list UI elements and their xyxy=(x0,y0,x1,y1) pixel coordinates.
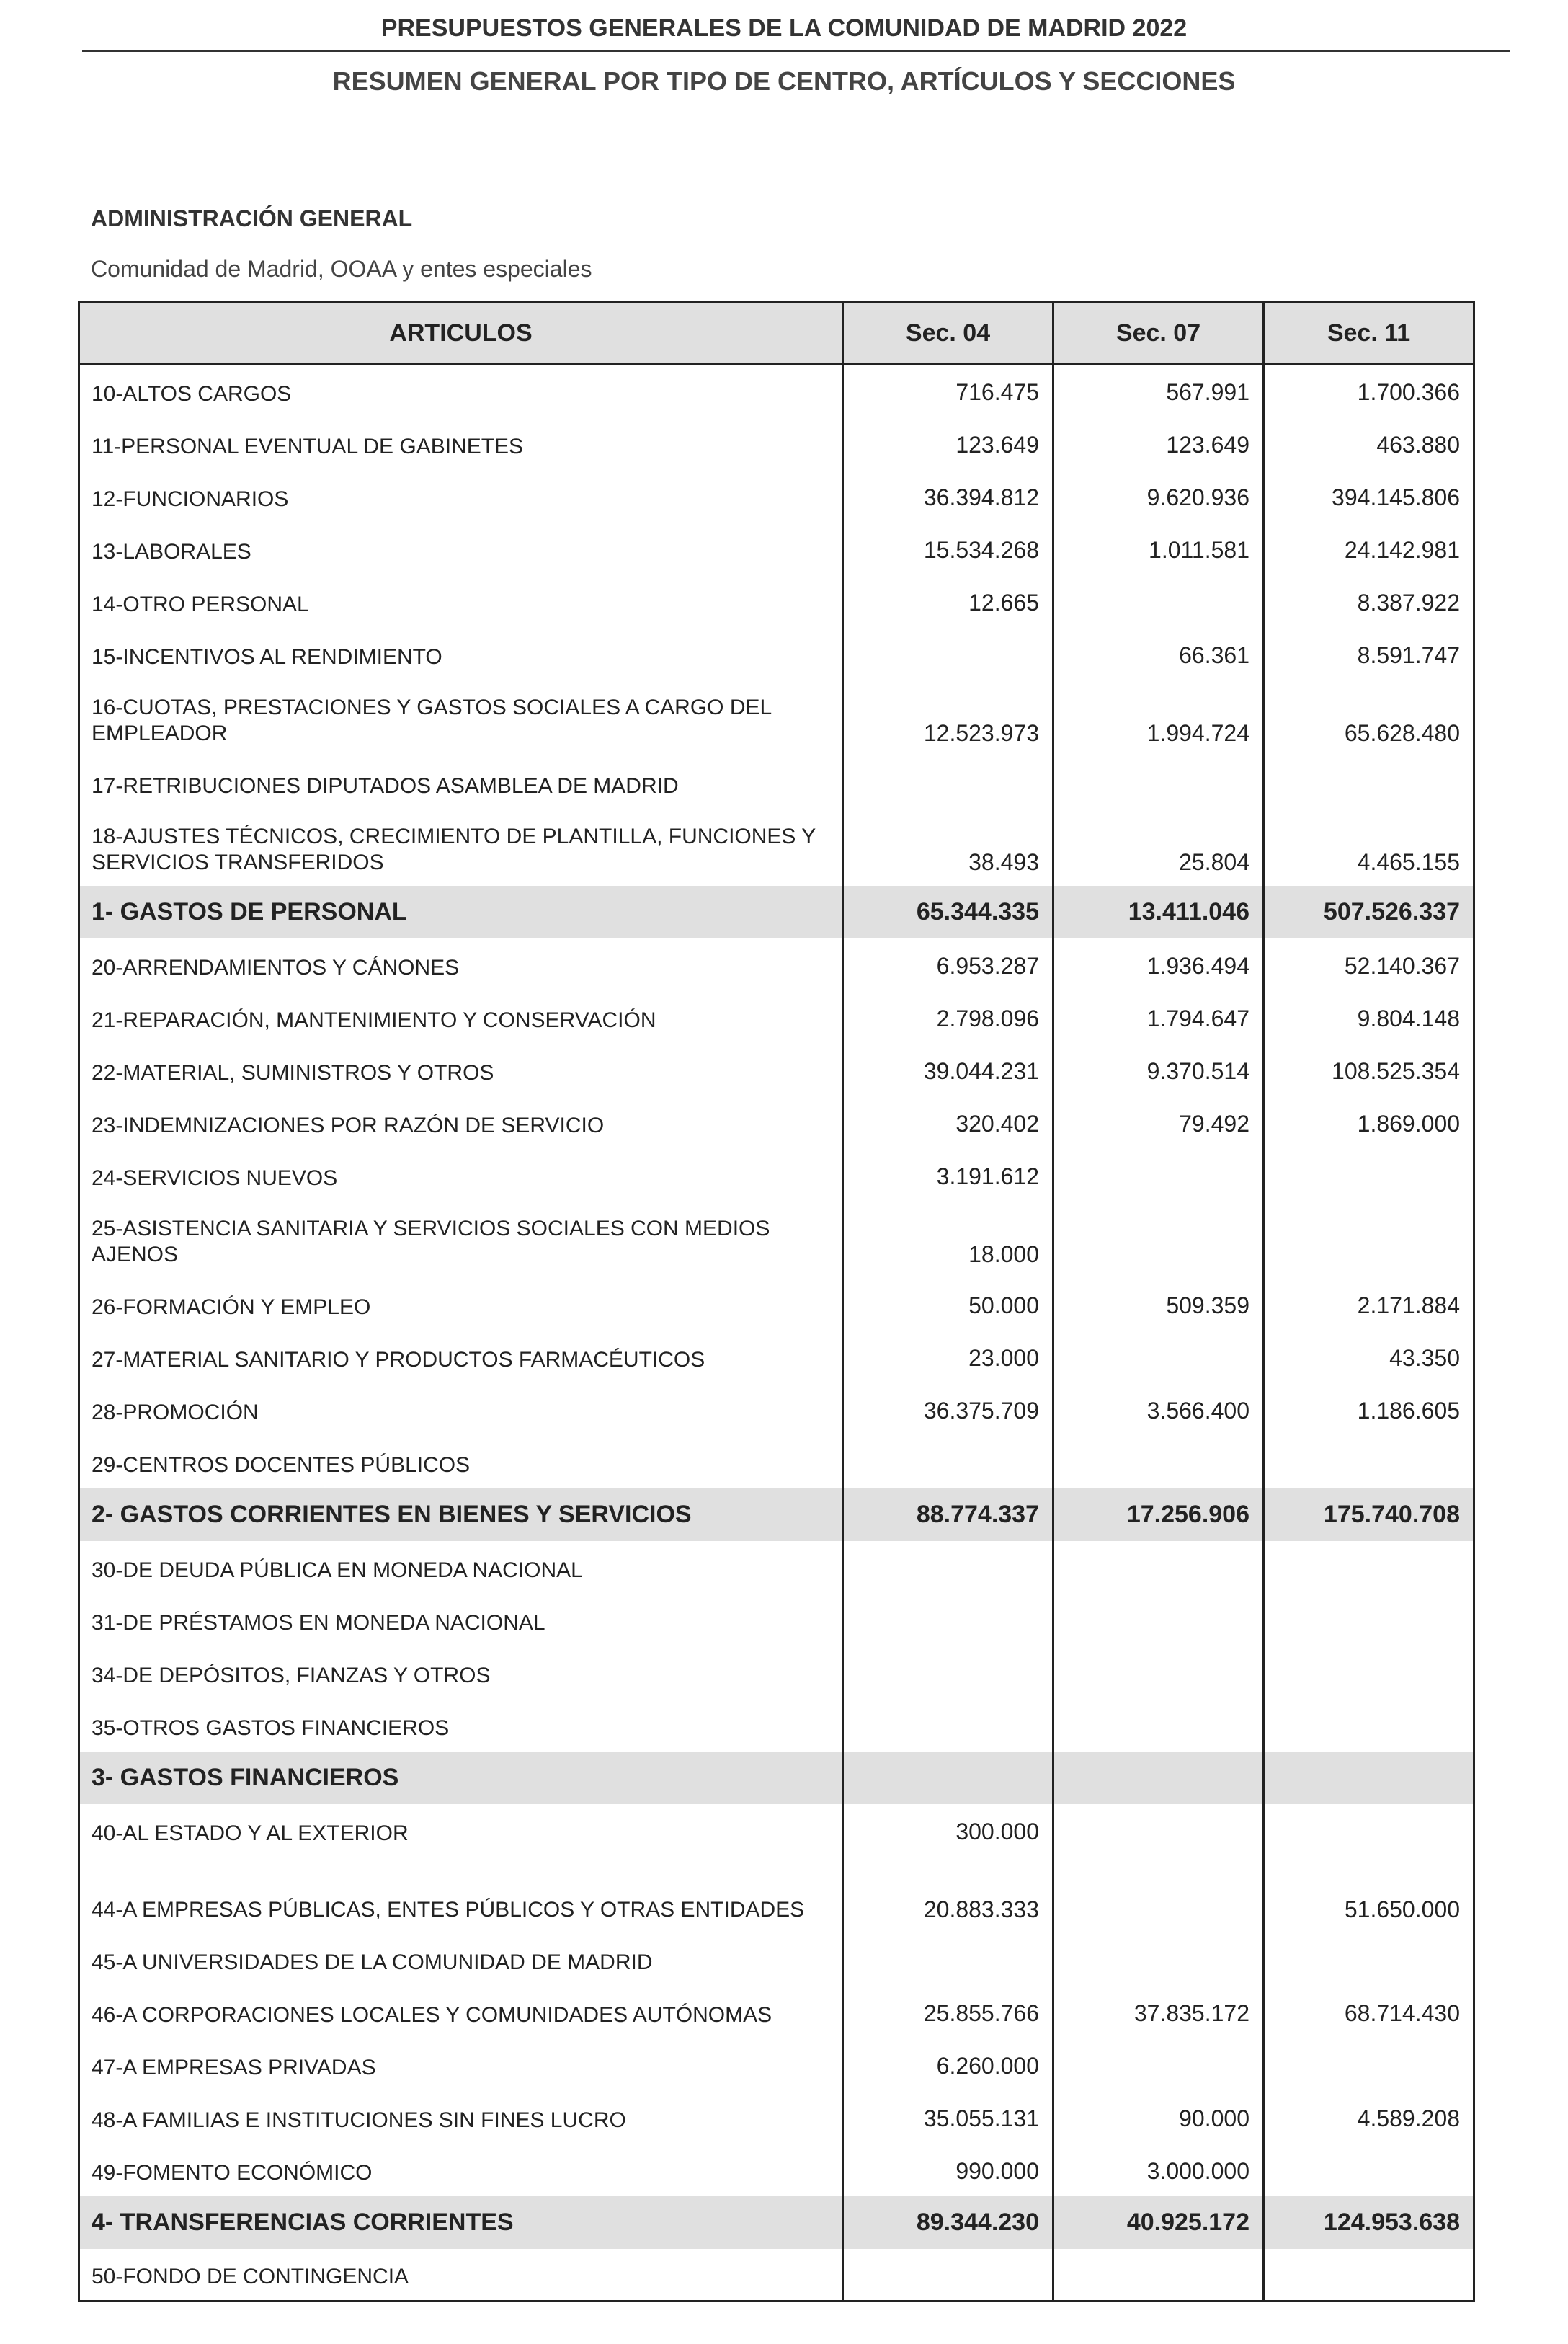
value-sec-04: 88.774.337 xyxy=(843,1488,1054,1541)
value-sec-11: 507.526.337 xyxy=(1264,886,1474,938)
value-sec-07: 66.361 xyxy=(1054,628,1264,680)
budget-table xyxy=(78,301,1475,2302)
value-sec-04: 300.000 xyxy=(843,1804,1054,1857)
title-divider xyxy=(82,50,1510,52)
value-sec-07 xyxy=(1054,1594,1264,1646)
table-row xyxy=(79,1933,1474,1986)
column-header-sec-07: Sec. 07 xyxy=(1054,303,1264,365)
table-row xyxy=(79,680,1474,757)
article-label: 22-MATERIAL, SUMINISTROS Y OTROS xyxy=(79,1044,843,1096)
value-sec-07: 123.649 xyxy=(1054,417,1264,470)
value-sec-04: 89.344.230 xyxy=(843,2196,1054,2249)
table-body xyxy=(79,365,1474,2301)
value-sec-11: 8.387.922 xyxy=(1264,575,1474,628)
value-sec-04: 65.344.335 xyxy=(843,886,1054,938)
value-sec-07: 37.835.172 xyxy=(1054,1986,1264,2038)
value-sec-04: 716.475 xyxy=(843,365,1054,417)
subtotal-row xyxy=(79,2196,1474,2249)
value-sec-04: 6.260.000 xyxy=(843,2038,1054,2091)
table-row xyxy=(79,1699,1474,1752)
value-sec-11: 52.140.367 xyxy=(1264,938,1474,991)
table-row xyxy=(79,470,1474,523)
table-row xyxy=(79,1436,1474,1488)
table-row xyxy=(79,991,1474,1044)
subtotal-row xyxy=(79,886,1474,938)
article-label: 14-OTRO PERSONAL xyxy=(79,575,843,628)
table-row xyxy=(79,1804,1474,1857)
column-header-articulos: ARTICULOS xyxy=(79,303,843,365)
table-row xyxy=(79,575,1474,628)
article-label: 47-A EMPRESAS PRIVADAS xyxy=(79,2038,843,2091)
value-sec-07 xyxy=(1054,1933,1264,1986)
value-sec-04: 23.000 xyxy=(843,1331,1054,1383)
value-sec-07: 509.359 xyxy=(1054,1278,1264,1331)
value-sec-11 xyxy=(1264,2144,1474,2196)
article-label: 48-A FAMILIAS E INSTITUCIONES SIN FINES LUCRO xyxy=(79,2091,843,2144)
value-sec-04: 39.044.231 xyxy=(843,1044,1054,1096)
table-row xyxy=(79,1149,1474,1202)
value-sec-04: 12.523.973 xyxy=(843,680,1054,757)
article-label: 31-DE PRÉSTAMOS EN MONEDA NACIONAL xyxy=(79,1594,843,1646)
value-sec-07: 1.994.724 xyxy=(1054,680,1264,757)
value-sec-07: 25.804 xyxy=(1054,809,1264,886)
value-sec-07 xyxy=(1054,1541,1264,1594)
value-sec-04 xyxy=(843,1594,1054,1646)
article-label: 30-DE DEUDA PÚBLICA EN MONEDA NACIONAL xyxy=(79,1541,843,1594)
table-row xyxy=(79,1541,1474,1594)
value-sec-07: 9.370.514 xyxy=(1054,1044,1264,1096)
value-sec-11: 51.650.000 xyxy=(1264,1857,1474,1933)
page-title: PRESUPUESTOS GENERALES DE LA COMUNIDAD DE MADRID 2022 xyxy=(380,14,1188,42)
value-sec-11: 1.869.000 xyxy=(1264,1096,1474,1149)
article-label: 46-A CORPORACIONES LOCALES Y COMUNIDADES AUTÓNOMAS xyxy=(79,1986,843,2038)
table-row xyxy=(79,1202,1474,1278)
value-sec-07 xyxy=(1054,1202,1264,1278)
table-row xyxy=(79,2249,1474,2301)
value-sec-07 xyxy=(1054,1804,1264,1857)
value-sec-04 xyxy=(843,757,1054,809)
value-sec-11: 463.880 xyxy=(1264,417,1474,470)
value-sec-07 xyxy=(1054,1331,1264,1383)
value-sec-07: 17.256.906 xyxy=(1054,1488,1264,1541)
article-label: 10-ALTOS CARGOS xyxy=(79,365,843,417)
article-label: 29-CENTROS DOCENTES PÚBLICOS xyxy=(79,1436,843,1488)
value-sec-04: 990.000 xyxy=(843,2144,1054,2196)
section-title: ADMINISTRACIÓN GENERAL xyxy=(91,205,413,231)
value-sec-04: 12.665 xyxy=(843,575,1054,628)
table-row xyxy=(79,2144,1474,2196)
article-label: 45-A UNIVERSIDADES DE LA COMUNIDAD DE MADRID xyxy=(79,1933,843,1986)
article-label: 20-ARRENDAMIENTOS Y CÁNONES xyxy=(79,938,843,991)
value-sec-07: 567.991 xyxy=(1054,365,1264,417)
value-sec-04: 38.493 xyxy=(843,809,1054,886)
value-sec-07: 9.620.936 xyxy=(1054,470,1264,523)
article-label: 18-AJUSTES TÉCNICOS, CRECIMIENTO DE PLANTILLA, FUNCIONES Y SERVICIOS TRANSFERIDOS xyxy=(79,809,843,886)
table-row xyxy=(79,809,1474,886)
value-sec-11 xyxy=(1264,1699,1474,1752)
value-sec-04 xyxy=(843,1646,1054,1699)
value-sec-04: 2.798.096 xyxy=(843,991,1054,1044)
value-sec-07 xyxy=(1054,1699,1264,1752)
value-sec-11: 43.350 xyxy=(1264,1331,1474,1383)
value-sec-07: 79.492 xyxy=(1054,1096,1264,1149)
subtotal-label: 4- TRANSFERENCIAS CORRIENTES xyxy=(79,2196,843,2249)
subtotal-label: 3- GASTOS FINANCIEROS xyxy=(79,1752,843,1804)
value-sec-07 xyxy=(1054,1149,1264,1202)
table-row xyxy=(79,1594,1474,1646)
table-row xyxy=(79,1331,1474,1383)
value-sec-11 xyxy=(1264,2038,1474,2091)
subtotal-label: 1- GASTOS DE PERSONAL xyxy=(79,886,843,938)
value-sec-07: 3.566.400 xyxy=(1054,1383,1264,1436)
value-sec-11 xyxy=(1264,1804,1474,1857)
value-sec-04 xyxy=(843,1752,1054,1804)
table-row xyxy=(79,938,1474,991)
value-sec-11: 8.591.747 xyxy=(1264,628,1474,680)
value-sec-11 xyxy=(1264,1436,1474,1488)
value-sec-04: 36.375.709 xyxy=(843,1383,1054,1436)
value-sec-11 xyxy=(1264,1541,1474,1594)
table-row xyxy=(79,1278,1474,1331)
article-label: 44-A EMPRESAS PÚBLICAS, ENTES PÚBLICOS Y OTRAS ENTIDADES xyxy=(79,1857,843,1933)
value-sec-07: 13.411.046 xyxy=(1054,886,1264,938)
value-sec-11: 1.700.366 xyxy=(1264,365,1474,417)
value-sec-11: 124.953.638 xyxy=(1264,2196,1474,2249)
article-label: 12-FUNCIONARIOS xyxy=(79,470,843,523)
article-label: 49-FOMENTO ECONÓMICO xyxy=(79,2144,843,2196)
value-sec-11 xyxy=(1264,1933,1474,1986)
value-sec-11 xyxy=(1264,1202,1474,1278)
table-row xyxy=(79,523,1474,575)
table-row xyxy=(79,628,1474,680)
value-sec-04: 35.055.131 xyxy=(843,2091,1054,2144)
value-sec-04 xyxy=(843,1699,1054,1752)
table-row xyxy=(79,2091,1474,2144)
article-label: 13-LABORALES xyxy=(79,523,843,575)
table-row xyxy=(79,417,1474,470)
article-label: 40-AL ESTADO Y AL EXTERIOR xyxy=(79,1804,843,1857)
table-row xyxy=(79,1096,1474,1149)
value-sec-04: 18.000 xyxy=(843,1202,1054,1278)
value-sec-11: 4.589.208 xyxy=(1264,2091,1474,2144)
table-row xyxy=(79,365,1474,417)
table-row xyxy=(79,1986,1474,2038)
value-sec-04: 123.649 xyxy=(843,417,1054,470)
column-header-sec-04: Sec. 04 xyxy=(843,303,1054,365)
value-sec-04: 320.402 xyxy=(843,1096,1054,1149)
value-sec-07: 1.794.647 xyxy=(1054,991,1264,1044)
table-row xyxy=(79,757,1474,809)
value-sec-04 xyxy=(843,2249,1054,2301)
value-sec-11 xyxy=(1264,2249,1474,2301)
value-sec-07 xyxy=(1054,1646,1264,1699)
table-row xyxy=(79,1646,1474,1699)
subtotal-row xyxy=(79,1752,1474,1804)
value-sec-07 xyxy=(1054,757,1264,809)
page-subtitle: RESUMEN GENERAL POR TIPO DE CENTRO, ARTÍCULOS Y SECCIONES xyxy=(332,66,1236,96)
value-sec-07: 90.000 xyxy=(1054,2091,1264,2144)
value-sec-04: 25.855.766 xyxy=(843,1986,1054,2038)
value-sec-11 xyxy=(1264,1149,1474,1202)
value-sec-07: 40.925.172 xyxy=(1054,2196,1264,2249)
value-sec-07: 3.000.000 xyxy=(1054,2144,1264,2196)
value-sec-11 xyxy=(1264,1594,1474,1646)
value-sec-04 xyxy=(843,1541,1054,1594)
value-sec-07 xyxy=(1054,2249,1264,2301)
value-sec-11: 2.171.884 xyxy=(1264,1278,1474,1331)
article-label: 26-FORMACIÓN Y EMPLEO xyxy=(79,1278,843,1331)
value-sec-04: 15.534.268 xyxy=(843,523,1054,575)
article-label: 21-REPARACIÓN, MANTENIMIENTO Y CONSERVACIÓN xyxy=(79,991,843,1044)
value-sec-11 xyxy=(1264,1752,1474,1804)
subtotal-label: 2- GASTOS CORRIENTES EN BIENES Y SERVICIOS xyxy=(79,1488,843,1541)
value-sec-11: 24.142.981 xyxy=(1264,523,1474,575)
value-sec-11: 394.145.806 xyxy=(1264,470,1474,523)
value-sec-11: 9.804.148 xyxy=(1264,991,1474,1044)
value-sec-11: 175.740.708 xyxy=(1264,1488,1474,1541)
article-label: 27-MATERIAL SANITARIO Y PRODUCTOS FARMACÉUTICOS xyxy=(79,1331,843,1383)
value-sec-11: 68.714.430 xyxy=(1264,1986,1474,2038)
table-row xyxy=(79,2038,1474,2091)
value-sec-11: 65.628.480 xyxy=(1264,680,1474,757)
value-sec-11: 1.186.605 xyxy=(1264,1383,1474,1436)
value-sec-04: 3.191.612 xyxy=(843,1149,1054,1202)
table-header-row xyxy=(79,303,1474,365)
article-label: 23-INDEMNIZACIONES POR RAZÓN DE SERVICIO xyxy=(79,1096,843,1149)
article-label: 24-SERVICIOS NUEVOS xyxy=(79,1149,843,1202)
value-sec-04 xyxy=(843,628,1054,680)
article-label: 17-RETRIBUCIONES DIPUTADOS ASAMBLEA DE MADRID xyxy=(79,757,843,809)
table-row xyxy=(79,1383,1474,1436)
article-label: 35-OTROS GASTOS FINANCIEROS xyxy=(79,1699,843,1752)
value-sec-07: 1.011.581 xyxy=(1054,523,1264,575)
value-sec-04 xyxy=(843,1436,1054,1488)
value-sec-11 xyxy=(1264,757,1474,809)
article-label: 16-CUOTAS, PRESTACIONES Y GASTOS SOCIALES A CARGO DEL EMPLEADOR xyxy=(79,680,843,757)
value-sec-07 xyxy=(1054,2038,1264,2091)
value-sec-04: 6.953.287 xyxy=(843,938,1054,991)
table-row xyxy=(79,1857,1474,1933)
value-sec-07 xyxy=(1054,1857,1264,1933)
article-label: 34-DE DEPÓSITOS, FIANZAS Y OTROS xyxy=(79,1646,843,1699)
value-sec-11 xyxy=(1264,1646,1474,1699)
value-sec-04 xyxy=(843,1933,1054,1986)
table-row xyxy=(79,1044,1474,1096)
value-sec-07 xyxy=(1054,575,1264,628)
value-sec-11: 108.525.354 xyxy=(1264,1044,1474,1096)
value-sec-07: 1.936.494 xyxy=(1054,938,1264,991)
value-sec-04: 36.394.812 xyxy=(843,470,1054,523)
value-sec-11: 4.465.155 xyxy=(1264,809,1474,886)
article-label: 15-INCENTIVOS AL RENDIMIENTO xyxy=(79,628,843,680)
article-label: 28-PROMOCIÓN xyxy=(79,1383,843,1436)
section-subtitle: Comunidad de Madrid, OOAA y entes especiales xyxy=(91,256,592,282)
value-sec-04: 50.000 xyxy=(843,1278,1054,1331)
value-sec-04: 20.883.333 xyxy=(843,1857,1054,1933)
value-sec-07 xyxy=(1054,1436,1264,1488)
subtotal-row xyxy=(79,1488,1474,1541)
article-label: 11-PERSONAL EVENTUAL DE GABINETES xyxy=(79,417,843,470)
column-header-sec-11: Sec. 11 xyxy=(1264,303,1474,365)
article-label: 50-FONDO DE CONTINGENCIA xyxy=(79,2249,843,2301)
value-sec-07 xyxy=(1054,1752,1264,1804)
article-label: 25-ASISTENCIA SANITARIA Y SERVICIOS SOCIALES CON MEDIOS AJENOS xyxy=(79,1202,843,1278)
